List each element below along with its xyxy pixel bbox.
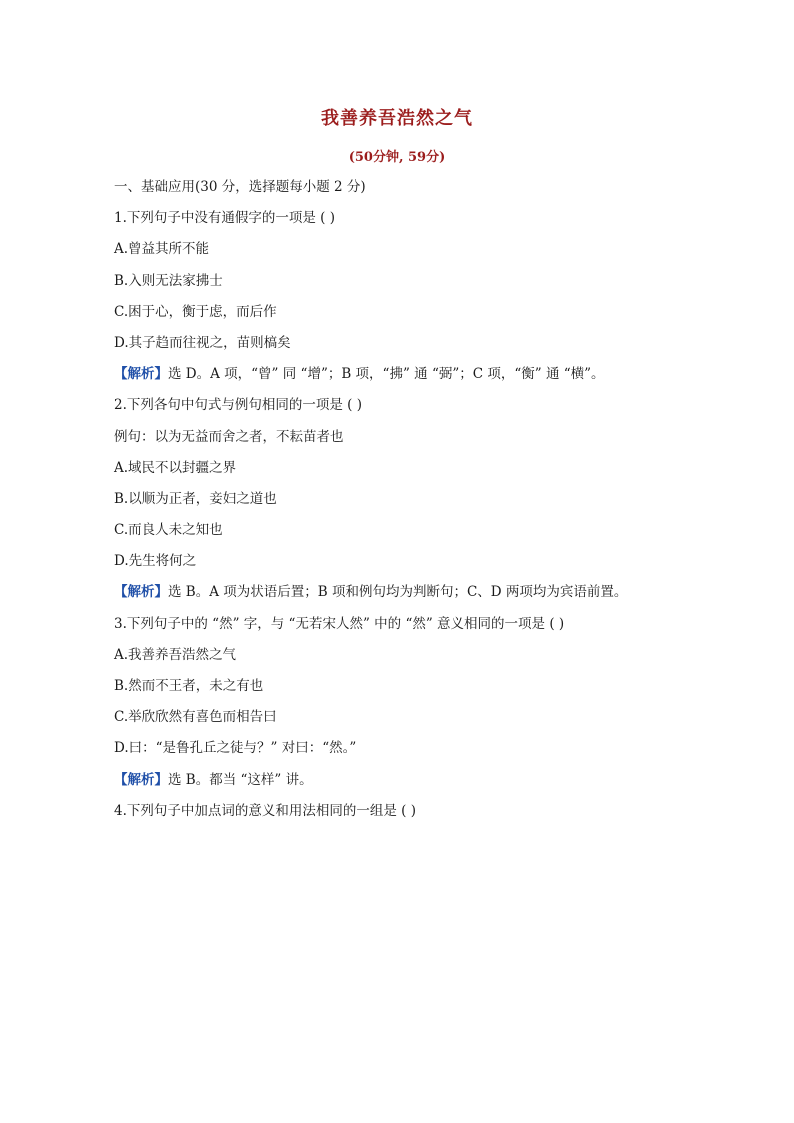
- document-body: [114, 176, 694, 831]
- question-1-analysis: [114, 363, 694, 394]
- analysis-text: 选 B。A 项为状语后置；B 项和例句均为判断句；C、D 两项均为宾语前置。: [168, 584, 628, 601]
- question-3-option-d: D.曰：“是鲁孔丘之徒与？” 对曰：“然。”: [114, 740, 357, 757]
- question-4-stem: 4.下列句子中加点词的意义和用法相同的一组是 ( ): [114, 802, 416, 819]
- question-3-option-b: B.然而不王者，未之有也: [114, 678, 264, 694]
- question-1-stem: 1.下列句子中没有通假字的一项是 ( ): [114, 210, 335, 227]
- question-2-example: 例句：以为无益而舍之者，不耘苗者也: [114, 428, 344, 445]
- analysis-tag: 【解析】: [114, 771, 168, 788]
- question-2-analysis: [114, 581, 694, 612]
- question-3-option-a: A.我善养吾浩然之气: [114, 646, 237, 663]
- analysis-text: 选 B。都当 “这样” 讲。: [168, 771, 313, 788]
- document-subtitle: (50分钟, 59分): [348, 150, 446, 165]
- analysis-text: 选 D。A 项，“曾” 同 “增”；B 项，“拂” 通 “弼”；C 项，“衡” 通 “横”。: [168, 366, 605, 383]
- question-2-option-c: C.而良人未之知也: [114, 522, 223, 539]
- section-heading: 一、基础应用(30 分，选择题每小题 2 分): [114, 179, 366, 195]
- question-2-option-a: A.域民不以封疆之界: [114, 459, 237, 476]
- question-2-option-d: D.先生将何之: [114, 553, 197, 570]
- question-2-stem: 2.下列各句中句式与例句相同的一项是 ( ): [114, 397, 362, 414]
- question-1-option-d: D.其子趋而往视之，苗则槁矣: [114, 334, 291, 351]
- question-2-option-b: B.以顺为正者，妾妇之道也: [114, 490, 277, 507]
- analysis-tag: 【解析】: [114, 584, 168, 601]
- analysis-tag: 【解析】: [114, 366, 168, 383]
- document-title: 我善养吾浩然之气: [321, 108, 473, 129]
- question-3-option-c: C.举欣欣然有喜色而相告曰: [114, 709, 277, 726]
- question-1-option-b: B.入则无法家拂士: [114, 272, 223, 289]
- question-3-stem: 3.下列句子中的 “然” 字，与 “无若宋人然” 中的 “然” 意义相同的一项是 ( ): [114, 615, 565, 632]
- question-3-analysis: [114, 769, 694, 800]
- question-1-option-c: C.困于心，衡于虑，而后作: [114, 303, 277, 320]
- question-1-option-a: A.曾益其所不能: [114, 241, 210, 258]
